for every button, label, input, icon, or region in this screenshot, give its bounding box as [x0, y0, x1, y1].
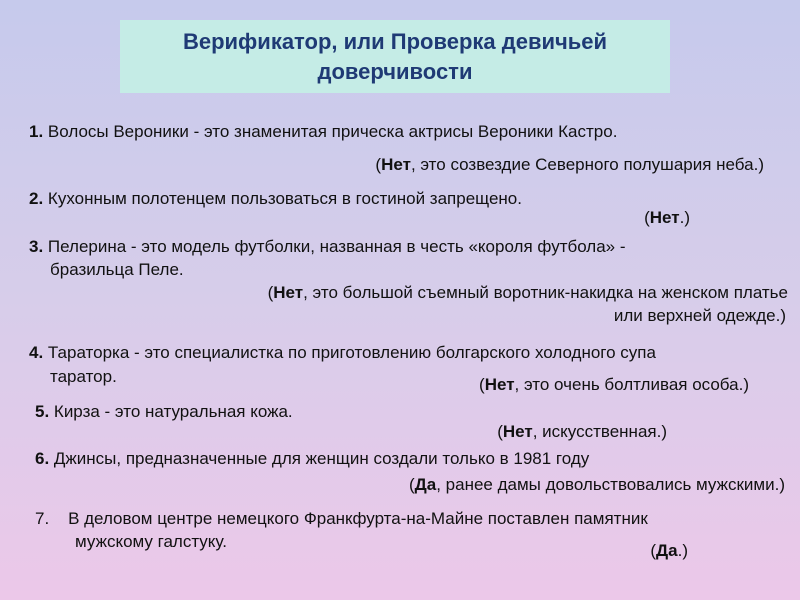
answer-1-text: , это созвездие Северного полушария неба.) [410, 155, 764, 174]
question-5 [35, 401, 293, 422]
question-1-text: Волосы Вероники - это знаменитая прическа актрисы Вероники Кастро. [43, 122, 618, 141]
answer-1: (Нет, это созвездие Северного полушария неба.) [375, 155, 764, 174]
question-1-number: 1. [29, 122, 44, 141]
answer-7: (Да.) [650, 541, 688, 560]
answer-6-text: , ранее дамы довольствовались мужскими.) [436, 475, 785, 494]
question-7 [35, 508, 648, 529]
answer-1-verdict: Нет [381, 155, 411, 174]
answer-5-text: , искусственная.) [532, 422, 667, 441]
question-4-text: Тараторка - это специалистка по приготовлению болгарского холодного супа [43, 343, 656, 362]
question-3 [29, 236, 626, 257]
question-6 [35, 448, 589, 469]
question-7-number: 7. [35, 509, 50, 528]
answer-7-text: .) [677, 541, 688, 560]
question-2-text: Кухонным полотенцем пользоваться в гостиной запрещено. [43, 189, 522, 208]
question-6-text: Джинсы, предназначенные для женщин создали только в 1981 году [49, 449, 590, 468]
answer-2-verdict: Нет [649, 208, 680, 227]
answer-3-line-2: или верхней одежде.) [613, 306, 786, 325]
answer-3-verdict: Нет [273, 283, 304, 302]
question-2 [29, 188, 522, 209]
question-4-line-2: таратор. [50, 367, 117, 386]
page-title-line-1: Верификатор, или Проверка девичьей [182, 28, 608, 54]
answer-5-verdict: Нет [502, 422, 533, 441]
answer-3-text: , это большой съемный воротник-накидка на женском платье [303, 283, 788, 302]
question-5-text: Кирза - это натуральная кожа. [49, 402, 293, 421]
answer-2: (Нет.) [644, 208, 690, 227]
answer-7-verdict: Да [656, 541, 678, 560]
question-4-number: 4. [29, 343, 44, 362]
title-box [120, 20, 670, 93]
answer-4: (Нет, это очень болтливая особа.) [479, 375, 749, 394]
answer-5: (Нет, искусственная.) [497, 422, 667, 441]
question-1 [29, 121, 617, 142]
page-title-line-2: доверчивости [317, 58, 473, 84]
question-3-number: 3. [29, 237, 44, 256]
answer-3: (Нет, это большой съемный воротник-накидка на женском платье [267, 283, 788, 302]
question-6-number: 6. [35, 449, 50, 468]
question-7-text: В деловом центре немецкого Франкфурта-на-Майне поставлен памятник [49, 509, 648, 528]
question-5-number: 5. [35, 402, 50, 421]
answer-4-text: , это очень болтливая особа.) [514, 375, 749, 394]
answer-2-text: .) [679, 208, 690, 227]
question-2-number: 2. [29, 189, 44, 208]
answer-6-verdict: Да [414, 475, 437, 494]
question-4 [29, 342, 656, 363]
question-7-line-2: мужскому галстуку. [75, 532, 227, 551]
answer-6: (Да, ранее дамы довольствовались мужскими.) [408, 475, 785, 494]
question-3-line-2: бразильца Пеле. [50, 260, 184, 279]
question-3-text: Пелерина - это модель футболки, названная в честь «короля футбола» - [43, 237, 626, 256]
answer-4-verdict: Нет [484, 375, 515, 394]
